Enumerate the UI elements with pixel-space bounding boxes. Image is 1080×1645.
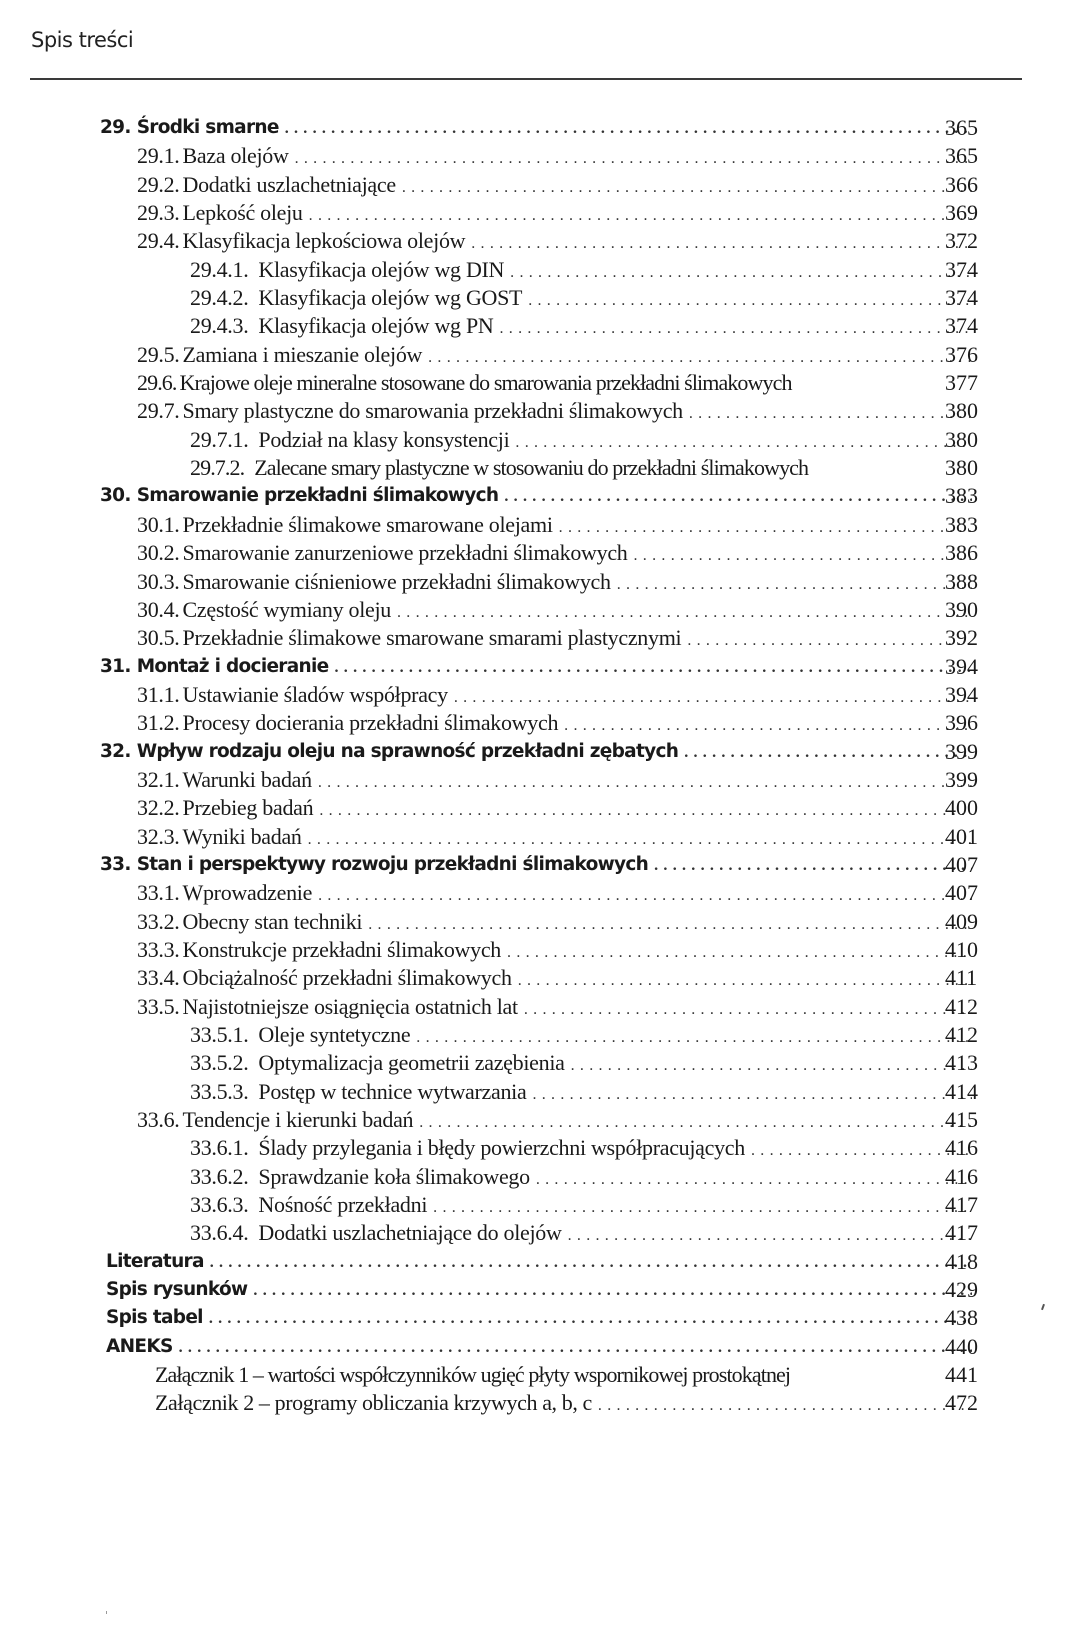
toc-page-number: 407 [945,851,978,877]
toc-page-number: 374 [945,256,978,282]
toc-number: 31.2. [137,710,180,736]
toc-backmatter-row[interactable] [0,1304,1080,1332]
dot-leader [368,911,972,939]
dot-leader [308,826,972,854]
toc-section-row[interactable] [0,794,1080,822]
toc-page-number: 401 [945,823,978,849]
dot-leader [598,1392,972,1420]
toc-number: 33. [100,853,131,875]
toc-number: 31.1. [137,681,180,707]
toc-page-number: 417 [945,1220,978,1246]
toc-page-number: 409 [945,908,978,934]
toc-page-number: 380 [945,398,978,424]
toc-section-row[interactable] [0,993,1080,1021]
toc-title: Załącznik 1 – wartości współczynników ugięć płyty wspornikowej prostokątnej [155,1362,791,1388]
toc-title: Przekładnie ślimakowe smarowane olejami [182,511,553,537]
toc-page-number: 396 [945,710,978,736]
toc-page-number: 441 [945,1362,978,1388]
toc-number: 29.6. [137,370,177,396]
toc-title: Konstrukcje przekładni ślimakowych [182,936,502,962]
toc-number: 29.4.1. [190,256,249,282]
dot-leader [295,145,972,173]
toc-number: 33.5.3. [190,1078,249,1104]
toc-page-number: 372 [945,228,978,254]
toc-page-number: 411 [945,965,978,991]
dot-leader [179,1334,972,1362]
toc-section-row[interactable] [0,539,1080,567]
toc-section-row[interactable] [0,766,1080,794]
header-rule-divider [30,78,1022,80]
toc-number: 32.1. [137,766,180,792]
toc-subsection-row[interactable] [0,312,1080,340]
toc-title: Tendencje i kierunki badań [182,1107,414,1133]
toc-title: Literatura [106,1250,204,1272]
toc-section-row[interactable] [0,624,1080,652]
toc-chapter-row[interactable] [0,114,1080,142]
toc-number: 29.1. [137,143,180,169]
toc-number: 30.2. [137,540,180,566]
toc-number: 33.6.4. [190,1220,249,1246]
toc-title: Montaż i docieranie [136,655,329,677]
toc-page-number: 388 [945,568,978,594]
toc-title: Środki smarne [136,117,279,138]
dot-leader [318,769,972,797]
toc-title: Baza olejów [182,143,289,169]
toc-title: Częstość wymiany oleju [182,596,391,622]
toc-title: Najistotniejsze osiągnięcia ostatnich lat [182,993,518,1019]
toc-number: 30.1. [137,511,180,537]
toc-title: Postęp w technice wytwarzania [258,1078,527,1104]
dot-leader [684,739,972,767]
dot-leader [309,202,972,230]
dot-leader [617,571,972,599]
toc-backmatter-row[interactable] [0,1333,1080,1361]
toc-title: Zalecane smary plastyczne w stosowaniu do przekładni ślimakowych [254,455,809,481]
toc-number: 29.7.2. [190,455,245,481]
toc-title: Obecny stan techniki [182,908,363,934]
toc-page-number: 472 [945,1390,978,1416]
toc-subsection-row[interactable] [0,1134,1080,1162]
toc-subsection-row[interactable] [0,426,1080,454]
dot-leader [416,1024,972,1052]
toc-title: Podział na klasy konsystencji [258,426,510,452]
toc-title: Ślady przylegania i błędy powierzchni współpracujących [258,1135,745,1161]
toc-subsection-row[interactable] [0,1163,1080,1191]
toc-number: 29.5. [137,341,180,367]
toc-section-row[interactable] [0,681,1080,709]
toc-page-number: 438 [945,1305,978,1331]
toc-subsection-row[interactable] [0,454,1080,482]
toc-section-row[interactable] [0,568,1080,596]
toc-number: 30.3. [137,568,180,594]
toc-number: 33.3. [137,936,180,962]
dot-leader [564,712,972,740]
toc-number: 33.6.1. [190,1135,249,1161]
toc-title: Spis rysunków [106,1279,248,1301]
toc-page-number: 365 [945,143,978,169]
toc-title: Przekładnie ślimakowe smarowane smarami plastycznymi [182,625,682,651]
toc-title: Sprawdzanie koła ślimakowego [258,1163,530,1189]
toc-title: Klasyfikacja lepkościowa olejów [182,228,466,254]
toc-section-row[interactable] [0,397,1080,425]
toc-subsection-row[interactable] [0,1021,1080,1049]
toc-section-row[interactable] [0,199,1080,227]
toc-number: 32. [100,740,131,762]
toc-page-number: 429 [945,1277,978,1303]
toc-page-number: 392 [945,625,978,651]
dot-leader [210,1249,972,1277]
toc-title: Klasyfikacja olejów wg PN [258,313,494,339]
toc-title: Oleje syntetyczne [258,1022,411,1047]
toc-page-number: 417 [945,1192,978,1218]
toc-page-number: 400 [945,795,978,821]
toc-subsection-row[interactable] [0,1078,1080,1106]
dot-leader [433,1194,972,1222]
dot-leader [687,627,972,655]
toc-section-row[interactable] [0,227,1080,255]
toc-title: Warunki badań [182,766,312,792]
toc-backmatter-row[interactable] [0,1248,1080,1276]
toc-title: Stan i perspektywy rozwoju przekładni ślimakowych [136,853,649,875]
toc-page-number: 414 [945,1078,978,1104]
dot-leader [507,939,972,967]
toc-page-number: 399 [945,738,978,764]
toc-page-number: 376 [945,341,978,367]
dot-leader [654,852,972,880]
toc-page-number: 412 [945,1022,978,1047]
toc-title: Przebieg badań [182,795,314,821]
toc-number: 33.5. [137,993,180,1019]
dot-leader [510,259,972,287]
toc-number: 29.7. [137,398,180,424]
dot-leader [318,882,972,910]
toc-page-number: 377 [945,370,978,396]
toc-number: 29.4.3. [190,313,249,339]
toc-title: Smarowanie zanurzeniowe przekładni ślimakowych [182,540,628,566]
toc-number: 29.7.1. [190,426,249,452]
toc-page-number: 410 [945,936,978,962]
toc-page-number: 416 [945,1163,978,1189]
toc-number: 30.5. [137,625,180,651]
toc-subsection-row[interactable] [0,1219,1080,1247]
toc-section-row[interactable] [0,964,1080,992]
toc-page-number: 386 [945,540,978,566]
toc-number: 30. [100,485,131,507]
toc-title: Dodatki uszlachetniające [182,171,396,197]
toc-title: Wprowadzenie [182,880,313,906]
toc-annex-row[interactable] [0,1361,1080,1389]
toc-page-number: 415 [945,1107,978,1133]
toc-title: Smarowanie przekładni ślimakowych [136,485,499,507]
toc-title: Wpływ rodzaju oleju na sprawność przekładni zębatych [136,740,679,762]
toc-number: 33.2. [137,908,180,934]
toc-title: Klasyfikacja olejów wg DIN [258,256,505,282]
toc-page-number: 383 [945,483,978,509]
toc-number: 33.6. [137,1107,180,1133]
toc-number: 31. [100,655,131,677]
toc-section-row[interactable] [0,142,1080,170]
toc-annex-row[interactable] [0,1389,1080,1417]
scan-artifact-dot [106,1611,107,1614]
toc-title: Klasyfikacja olejów wg GOST [258,285,523,311]
toc-section-row[interactable] [0,341,1080,369]
toc-number: 32.3. [137,823,180,849]
toc-title: Obciążalność przekładni ślimakowych [182,965,512,991]
dot-leader [334,654,972,682]
dot-leader [419,1109,972,1137]
dot-leader [634,542,973,570]
toc-section-row[interactable] [0,936,1080,964]
toc-section-row[interactable] [0,369,1080,397]
toc-page-number: 399 [945,766,978,792]
toc-backmatter-row[interactable] [0,1276,1080,1304]
dot-leader [524,996,972,1024]
toc-chapter-row[interactable] [0,482,1080,510]
toc-section-row[interactable] [0,171,1080,199]
toc-number: 29. [100,117,131,138]
toc-section-row[interactable] [0,596,1080,624]
dot-leader [471,230,972,258]
toc-page-number: 440 [945,1333,978,1359]
toc-number: 33.6.3. [190,1192,249,1218]
toc-page-number: 416 [945,1135,978,1161]
dot-leader [397,599,972,627]
toc-title: Spis tabel [106,1307,203,1329]
toc-page-number: 369 [945,200,978,226]
dot-leader [319,797,972,825]
toc-number: 29.2. [137,171,180,197]
dot-leader [532,1081,972,1109]
toc-number: 33.1. [137,880,180,906]
toc-title: Załącznik 2 – programy obliczania krzywych a, b, c [155,1390,592,1416]
toc-title: Zamiana i mieszanie olejów [182,341,423,367]
dot-leader [689,400,972,428]
toc-title: Procesy docierania przekładni ślimakowych [182,710,559,736]
toc-subsection-row[interactable] [0,1191,1080,1219]
toc-number: 33.5.1. [190,1022,249,1047]
toc-number: 30.4. [137,596,180,622]
toc-number: 29.4.2. [190,285,249,311]
toc-page-number: 390 [945,596,978,622]
toc-title: Smarowanie ciśnieniowe przekładni ślimakowych [182,568,611,594]
toc-number: 33.5.2. [190,1050,249,1076]
dot-leader [568,1222,972,1250]
dot-leader [454,684,972,712]
dot-leader [518,967,972,995]
running-head-title: Spis treści [31,28,134,52]
toc-section-row[interactable] [0,908,1080,936]
toc-title: Nośność przekładni [258,1192,428,1218]
toc-chapter-row[interactable] [0,738,1080,766]
dot-leader [428,344,972,372]
dot-leader [209,1305,972,1333]
toc-page-number: 366 [945,171,978,197]
dot-leader [528,287,972,315]
toc-title: Wyniki badań [182,823,302,849]
toc-page-number: 374 [945,285,978,311]
toc-section-row[interactable] [0,879,1080,907]
toc-number: 32.2. [137,795,180,821]
toc-page-number: 380 [945,455,978,481]
toc-page-number: 383 [945,511,978,537]
toc-subsection-row[interactable] [0,256,1080,284]
toc-page-number: 407 [945,880,978,906]
toc-number: 29.4. [137,228,180,254]
dot-leader [751,1137,972,1165]
toc-number: 29.3. [137,200,180,226]
toc-title: ANEKS [106,1335,173,1357]
toc-title: Dodatki uszlachetniające do olejów [258,1220,562,1246]
toc-title: Krajowe oleje mineralne stosowane do smarowania przekładni ślimakowych [179,370,792,396]
toc-title: Lepkość oleju [182,200,303,226]
toc-chapter-row[interactable] [0,653,1080,681]
toc-number: 33.4. [137,965,180,991]
dot-leader [515,429,972,457]
toc-page-number: 365 [945,115,978,140]
toc-section-row[interactable] [0,823,1080,851]
dot-leader [536,1166,972,1194]
toc-section-row[interactable] [0,1106,1080,1134]
toc-title: Smary plastyczne do smarowania przekładni ślimakowych [182,398,683,424]
toc-page-number: 380 [945,426,978,452]
toc-subsection-row[interactable] [0,1049,1080,1077]
toc-page-number: 418 [945,1248,978,1274]
toc-title: Ustawianie śladów współpracy [182,681,448,707]
toc-page-number: 394 [945,653,978,679]
toc-page-number: 412 [945,993,978,1019]
toc-subsection-row[interactable] [0,284,1080,312]
dot-leader [504,483,972,511]
toc-section-row[interactable] [0,709,1080,737]
toc-section-row[interactable] [0,511,1080,539]
toc-page-number: 374 [945,313,978,339]
dot-leader [285,115,972,143]
toc-number: 33.6.2. [190,1163,249,1189]
table-of-contents [0,114,1080,1418]
dot-leader [571,1052,972,1080]
toc-page-number: 394 [945,681,978,707]
dot-leader [559,514,972,542]
toc-chapter-row[interactable] [0,851,1080,879]
dot-leader [499,315,972,343]
dot-leader [402,174,972,202]
toc-page-number: 413 [945,1050,978,1076]
toc-title: Optymalizacja geometrii zazębienia [258,1050,565,1076]
dot-leader [253,1277,972,1305]
